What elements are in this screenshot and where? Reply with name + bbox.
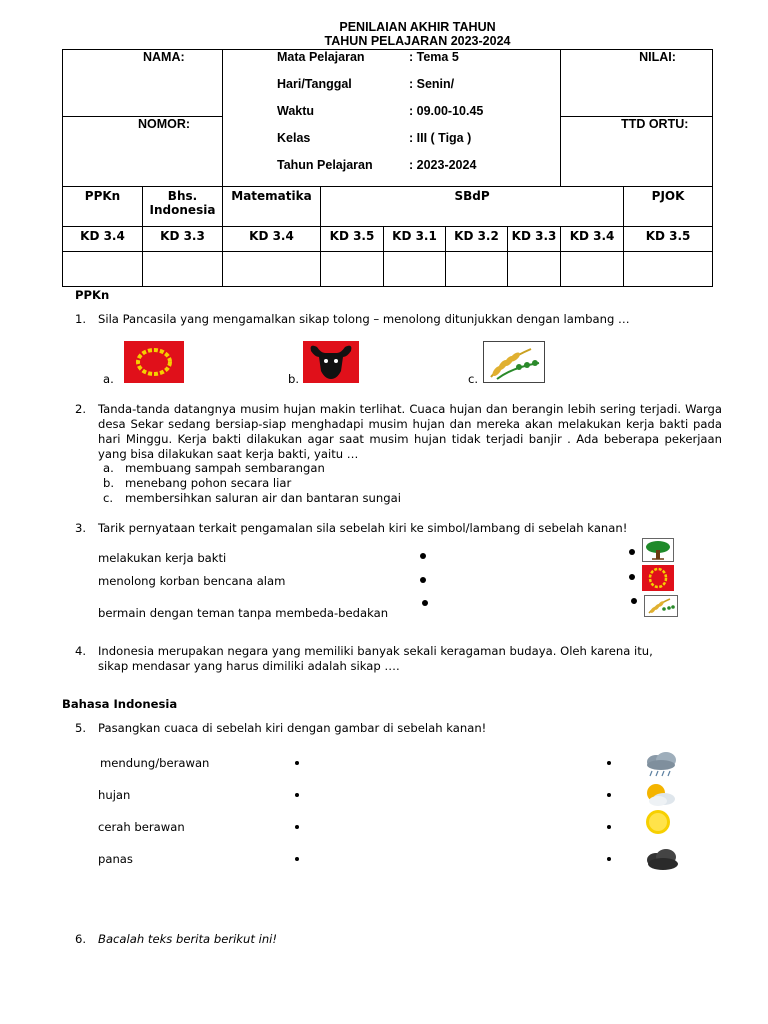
nama-label: NAMA: [143, 50, 185, 64]
chain-symbol-small-icon [642, 565, 674, 591]
subject-bhs-line1: Bhs. [167, 189, 198, 203]
rice-cotton-icon[interactable] [483, 341, 545, 383]
match-dot-left[interactable] [295, 793, 299, 797]
q3-text: Tarik pernyataan terkait pengamalan sila sebelah kiri ke simbol/lambang di sebelah kanan! [98, 521, 628, 535]
q3-item-0: melakukan kerja bakti [98, 551, 227, 565]
ttd-label: TTD ORTU: [621, 117, 689, 131]
match-dot-left[interactable] [422, 600, 428, 606]
banyan-tree-icon [642, 538, 674, 562]
match-dot-right[interactable] [629, 574, 635, 580]
subject-matematika: Matematika [223, 187, 321, 227]
nilai-cell[interactable] [561, 50, 713, 117]
q6-number: 6. [75, 932, 87, 946]
kd-cell: KD 3.3 [508, 227, 561, 252]
q5-item-3: panas [98, 852, 133, 866]
bull-head-icon[interactable] [303, 341, 359, 383]
nomor-label: NOMOR: [138, 117, 191, 131]
score-cell[interactable] [384, 252, 446, 287]
score-cell[interactable] [508, 252, 561, 287]
sun-behind-cloud-icon [640, 782, 678, 808]
info-value-1: : Senin/ [409, 77, 455, 91]
match-dot-right[interactable] [607, 761, 611, 765]
q2-number: 2. [75, 402, 87, 416]
q5-item-2: cerah berawan [98, 820, 185, 834]
q1-option-c-letter: c. [468, 372, 479, 386]
kd-cell: KD 3.4 [223, 227, 321, 252]
q2-option-b-letter: b. [103, 476, 115, 490]
match-dot-right[interactable] [607, 793, 611, 797]
match-dot-left[interactable] [295, 761, 299, 765]
info-label-4: Tahun Pelajaran [277, 158, 373, 172]
kd-cell: KD 3.3 [143, 227, 223, 252]
section-ppkn-heading: PPKn [75, 288, 110, 302]
match-dot-right[interactable] [607, 825, 611, 829]
kd-cell: KD 3.5 [624, 227, 713, 252]
info-value-0: : Tema 5 [409, 50, 459, 64]
rain-cloud-icon [642, 751, 680, 777]
q2-option-a-text: membuang sampah sembarangan [125, 461, 325, 475]
score-cell[interactable] [321, 252, 384, 287]
info-value-3: : III ( Tiga ) [409, 131, 472, 145]
kd-cell: KD 3.4 [561, 227, 624, 252]
score-cell[interactable] [624, 252, 713, 287]
ttd-cell[interactable] [561, 117, 713, 187]
exam-info-cell [223, 50, 561, 187]
subject-pjok: PJOK [624, 187, 713, 227]
kd-cell: KD 3.4 [63, 227, 143, 252]
q4-number: 4. [75, 644, 87, 658]
match-dot-right[interactable] [629, 549, 635, 555]
match-dot-left[interactable] [295, 825, 299, 829]
q3-number: 3. [75, 521, 87, 535]
kd-cell: KD 3.5 [321, 227, 384, 252]
q3-item-2: bermain dengan teman tanpa membeda-bedakan [98, 606, 389, 620]
q2-option-c-text: membersihkan saluran air dan bantaran sungai [125, 491, 401, 505]
q5-number: 5. [75, 721, 87, 735]
subject-ppkn: PPKn [63, 187, 143, 227]
chain-symbol-icon[interactable] [124, 341, 184, 383]
q4-line-2: sikap mendasar yang harus dimiliki adalah sikap …. [98, 659, 400, 673]
q2-text: Tanda-tanda datangnya musim hujan makin terlihat. Cuaca hujan dan berangin lebih sering terjadi. Warga desa Sekar sedang bersiap-siap menghadapi musim hujan dan mereka akan melakukan kerja bakti pada hari Minggu. Kerja bakti dilakukan agar saat musim hujan tidak terjadi banjir . Ada beberapa pekerjaan yang bisa dilakukan saat kerja bakti, yaitu … [98, 402, 722, 461]
q1-option-a-letter: a. [103, 372, 114, 386]
q5-item-1: hujan [98, 788, 131, 802]
score-cell[interactable] [561, 252, 624, 287]
match-dot-right[interactable] [631, 598, 637, 604]
q3-item-1: menolong korban bencana alam [98, 574, 286, 588]
match-dot-right[interactable] [607, 857, 611, 861]
match-dot-left[interactable] [295, 857, 299, 861]
info-label-1: Hari/Tanggal [277, 77, 352, 91]
subject-sbdp: SBdP [321, 187, 624, 227]
info-label-0: Mata Pelajaran [277, 50, 365, 64]
q5-item-0: mendung/berawan [100, 756, 210, 770]
score-cell[interactable] [223, 252, 321, 287]
score-cell[interactable] [143, 252, 223, 287]
score-cell[interactable] [63, 252, 143, 287]
q2-option-c-letter: c. [103, 491, 114, 505]
nama-cell[interactable] [63, 50, 223, 117]
kd-cell: KD 3.1 [384, 227, 446, 252]
match-dot-left[interactable] [420, 577, 426, 583]
score-cell[interactable] [446, 252, 508, 287]
dark-cloud-icon [644, 846, 682, 872]
q5-text: Pasangkan cuaca di sebelah kiri dengan gambar di sebelah kanan! [98, 721, 487, 735]
title-line-1: PENILAIAN AKHIR TAHUN [339, 20, 496, 34]
rice-cotton-small-icon [644, 595, 678, 617]
q6-text: Bacalah teks berita berikut ini! [98, 932, 278, 946]
title-line-2: TAHUN PELAJARAN 2023-2024 [324, 34, 511, 48]
q1-option-b-letter: b. [288, 372, 300, 386]
subject-bhs-indonesia [143, 187, 223, 227]
nomor-cell[interactable] [63, 117, 223, 187]
section-bindo-heading: Bahasa Indonesia [62, 697, 178, 711]
match-dot-left[interactable] [420, 553, 426, 559]
q1-number: 1. [75, 312, 87, 326]
identity-table [62, 49, 713, 287]
q1-text: Sila Pancasila yang mengamalkan sikap tolong – menolong ditunjukkan dengan lambang … [98, 312, 630, 326]
info-value-2: : 09.00-10.45 [409, 104, 484, 118]
q2-option-a-letter: a. [103, 461, 114, 475]
nilai-label: NILAI: [639, 50, 676, 64]
info-label-3: Kelas [277, 131, 311, 145]
info-label-2: Waktu [277, 104, 315, 118]
sun-icon [644, 808, 672, 836]
q4-line-1: Indonesia merupakan negara yang memiliki banyak sekali keragaman budaya. Oleh karena itu, [98, 644, 653, 658]
kd-cell: KD 3.2 [446, 227, 508, 252]
q2-option-b-text: menebang pohon secara liar [125, 476, 292, 490]
info-value-4: : 2023-2024 [409, 158, 477, 172]
subject-bhs-line2: Indonesia [149, 203, 216, 217]
